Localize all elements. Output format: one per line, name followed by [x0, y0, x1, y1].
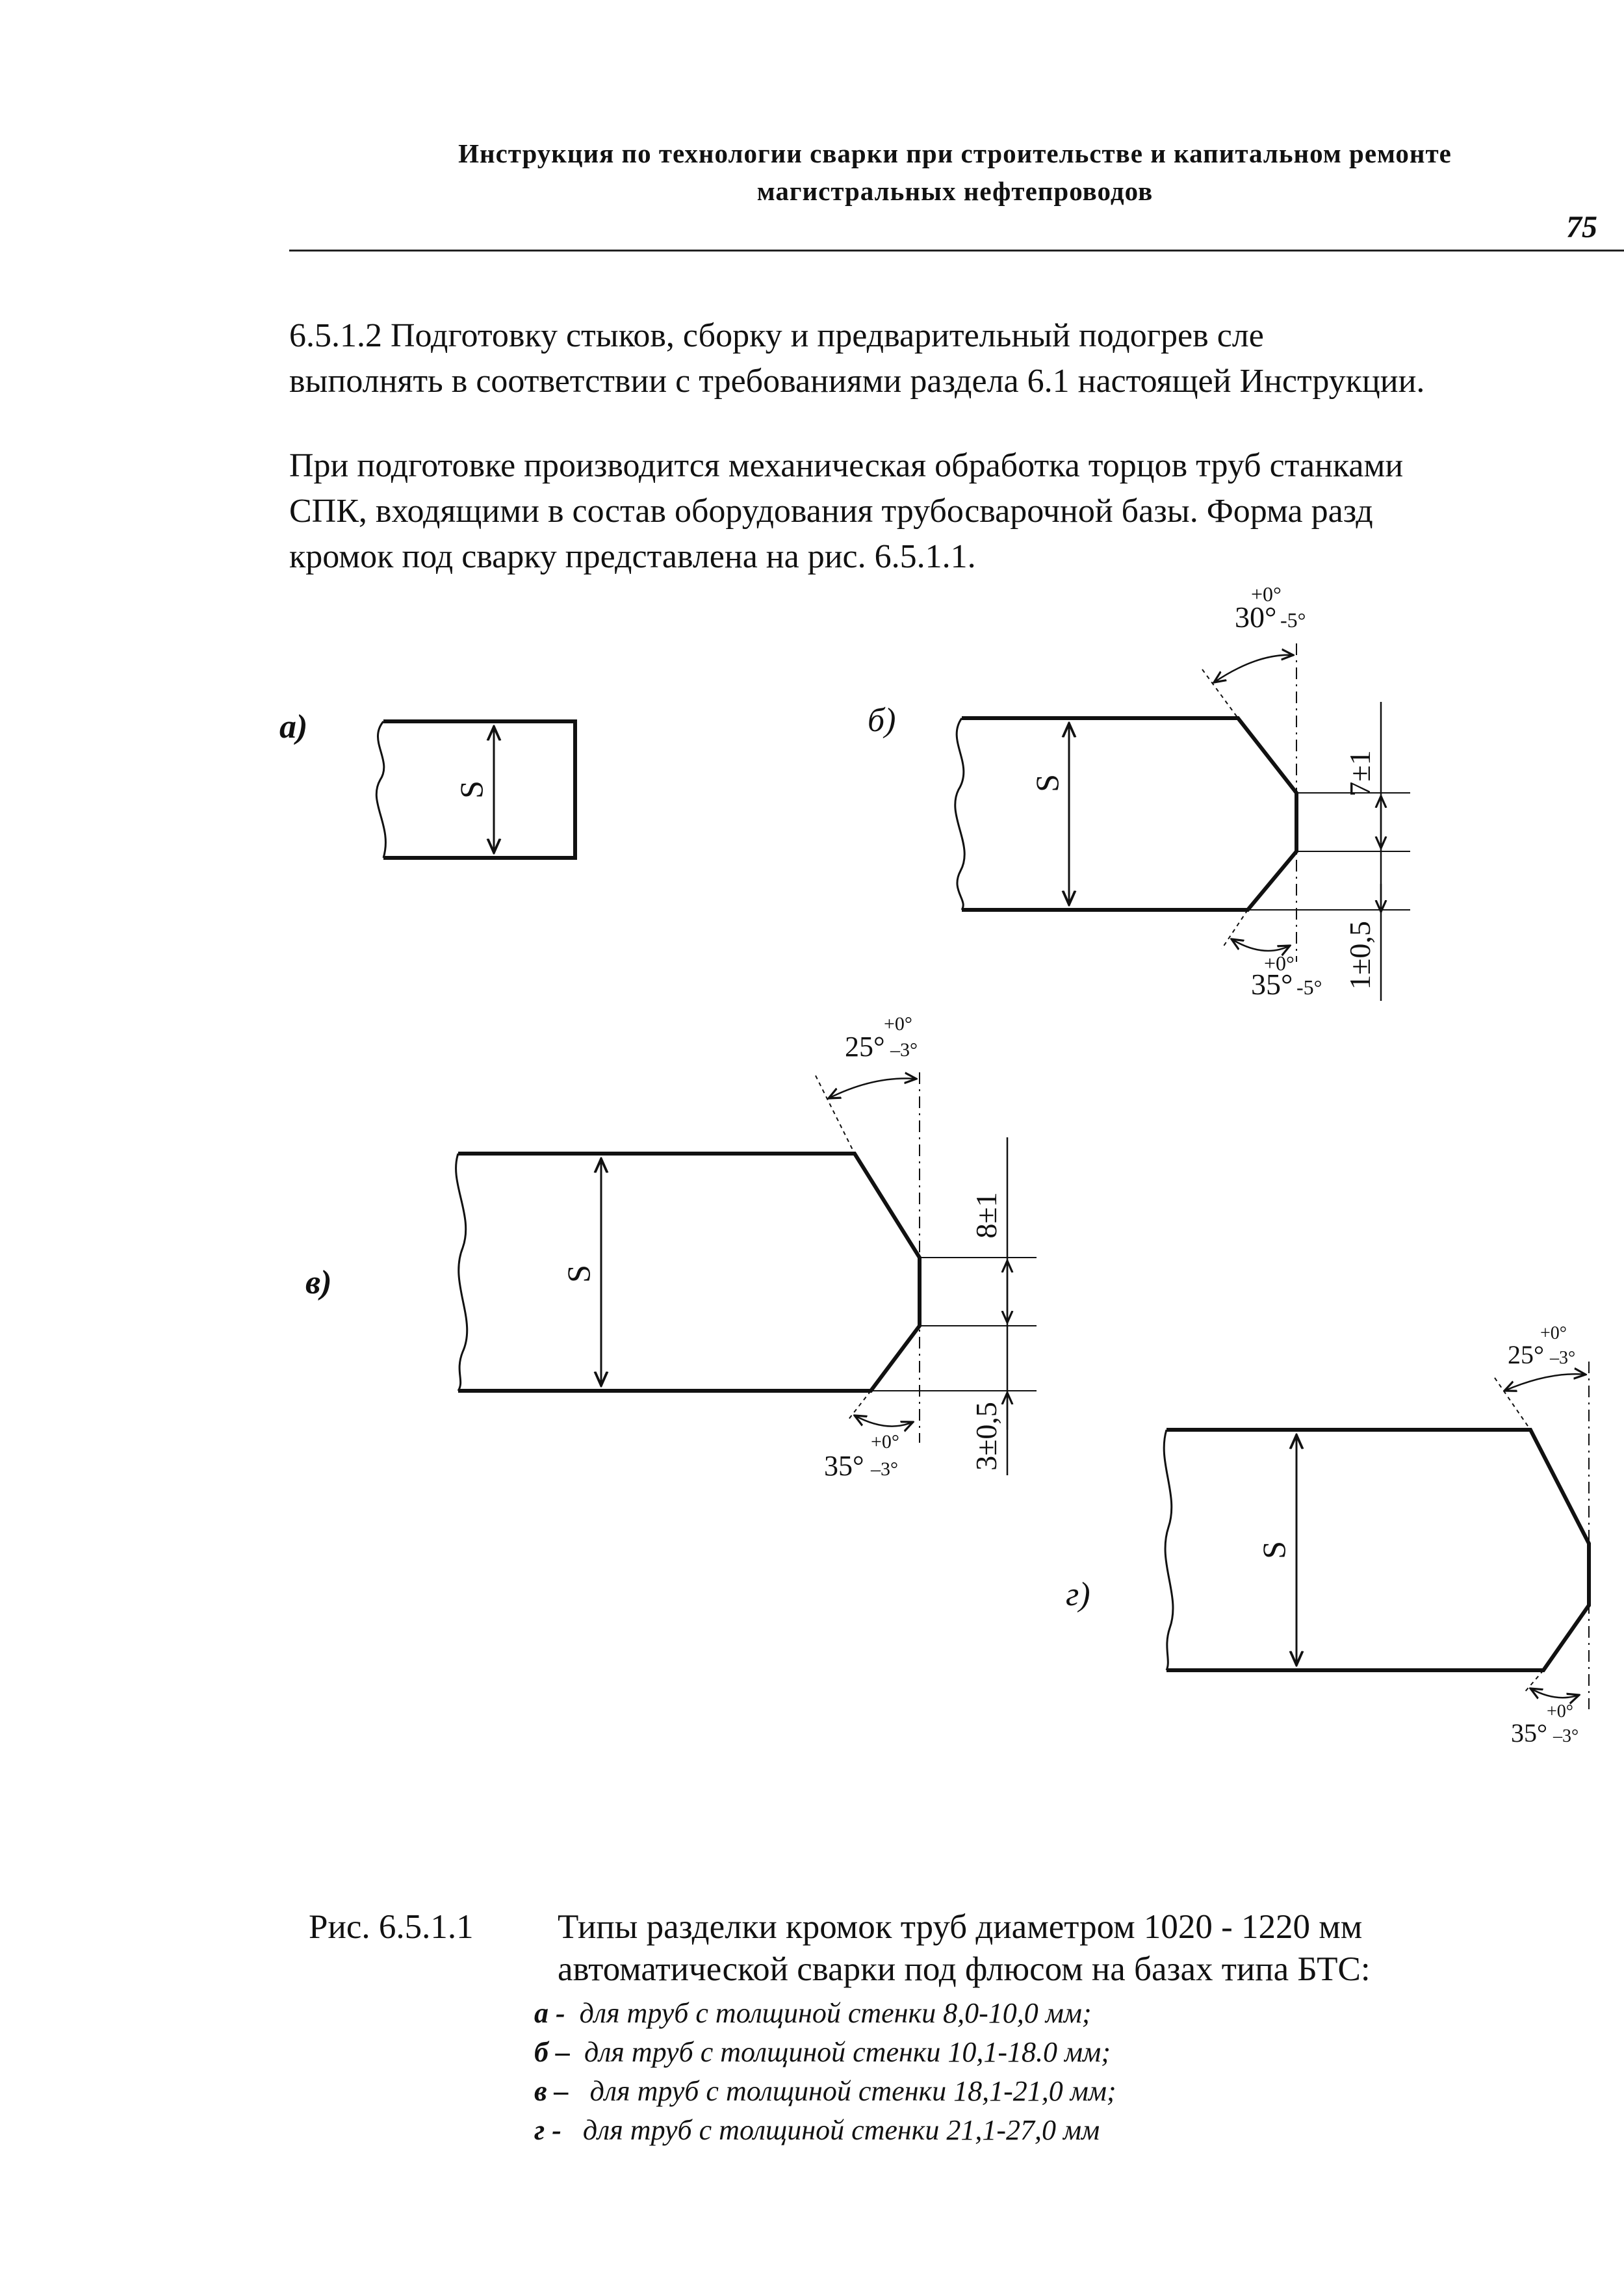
variant-g-top-angle-arc: [1504, 1374, 1586, 1391]
caption-line2: автоматической сварки под флюсом на базах типа БТС:: [558, 1950, 1371, 1988]
section-line2: выполнять в соответствии с требованиями раздела 6.1 настоящей Инструкции.: [289, 363, 1425, 400]
variant-a-thickness-label: S: [453, 781, 489, 799]
variant-b-dim2-label: 1±0,5: [1343, 921, 1376, 990]
variant-g-bottom-angle-arc: [1530, 1688, 1579, 1698]
variant-a: [279, 708, 575, 858]
caption-item-text: для труб с толщиной стенки 8,0-10,0 мм;: [579, 1997, 1092, 2029]
caption-item-text: для труб с толщиной стенки 10,1-18.0 мм;: [584, 2036, 1111, 2068]
variant-a-break: [376, 721, 385, 858]
variant-b-top-angle-ext: [1202, 669, 1238, 718]
caption-number: Рис. 6.5.1.1: [309, 1908, 474, 1946]
variant-b-bottom-tol-upper: +0°: [1264, 951, 1295, 975]
variant-b-label: б): [868, 702, 896, 739]
caption-item-text: для труб с толщиной стенки 18,1-21,0 мм;: [582, 2075, 1116, 2107]
caption-item: [534, 1996, 1092, 2030]
variant-v-bottom-angle: 35°: [824, 1450, 864, 1482]
caption-item: [534, 2074, 1116, 2108]
variant-v-top-angle-arc: [829, 1078, 916, 1098]
variant-b-dim1-label: 7±1: [1343, 750, 1376, 797]
variant-g-outline: [1166, 1430, 1589, 1670]
variant-g-top-tol-upper: +0°: [1540, 1323, 1567, 1343]
variant-v-outline: [458, 1154, 920, 1391]
page-number: 75: [1566, 210, 1597, 244]
variant-v-top-tol-upper: +0°: [884, 1013, 912, 1035]
paragraph-line3: кромок под сварку представлена на рис. 6.5.1.1.: [289, 538, 976, 575]
variant-b-top-tol-lower: -5°: [1280, 608, 1306, 632]
section-line1: 6.5.1.2 Подготовку стыков, сборку и предварительный подогрев сле: [289, 317, 1264, 354]
variant-b-bottom-angle-ext: [1222, 910, 1248, 949]
variant-g-thickness-label: S: [1256, 1541, 1292, 1559]
paragraph-line1: При подготовке производится механическая обработка торцов труб станками: [289, 447, 1404, 484]
variant-g: [1066, 1323, 1589, 1748]
caption-item-marker: а -: [534, 1997, 565, 2029]
caption-item-marker: в –: [534, 2075, 569, 2107]
variant-g-bottom-angle: 35°: [1511, 1718, 1547, 1748]
variant-b-top-angle-arc: [1214, 655, 1293, 682]
variant-b-break: [955, 718, 964, 910]
variant-g-top-tol-lower: –3°: [1550, 1348, 1576, 1368]
variant-b-bottom-tol-lower: -5°: [1296, 976, 1322, 999]
variant-g-bottom-tol-lower: –3°: [1553, 1726, 1579, 1746]
variant-v-top-angle-ext: [816, 1076, 855, 1154]
caption-item-marker: б –: [534, 2036, 570, 2068]
variant-v-bottom-angle-ext: [848, 1391, 871, 1420]
variant-b-top-angle: 30°: [1235, 601, 1277, 634]
variant-v-thickness-label: S: [560, 1265, 597, 1283]
variant-g-top-angle: 25°: [1508, 1340, 1544, 1369]
variant-v-top-tol-lower: –3°: [890, 1039, 918, 1061]
paragraph-line2: СПК, входящими в состав оборудования трубосварочной базы. Форма разд: [289, 493, 1373, 530]
variant-g-bottom-tol-upper: +0°: [1547, 1701, 1573, 1722]
caption-item: [534, 2113, 1100, 2147]
header-title-line2: магистральных нефтепроводов: [756, 176, 1154, 206]
variant-v-top-angle: 25°: [845, 1031, 885, 1063]
variant-b-outline: [962, 718, 1296, 910]
variant-v-bottom-tol-lower: –3°: [871, 1458, 898, 1480]
header-title-line1: Инструкция по технологии сварки при строительстве и капитальном ремонте: [458, 138, 1452, 168]
variant-b-bottom-angle-arc: [1231, 939, 1290, 951]
caption-item: [534, 2035, 1111, 2069]
variant-a-label: а): [279, 708, 308, 745]
variant-b-top-tol-upper: +0°: [1251, 582, 1282, 606]
variant-b-bottom-angle: 35°: [1251, 968, 1293, 1001]
caption-item-text: для труб с толщиной стенки 21,1-27,0 мм: [575, 2114, 1100, 2146]
variant-g-break: [1164, 1430, 1173, 1670]
variant-v-break: [456, 1154, 467, 1391]
variant-b-thickness-label: S: [1029, 774, 1065, 792]
caption-line1: Типы разделки кромок труб диаметром 1020 - 1220 мм: [558, 1908, 1363, 1946]
variant-v-dim1-label: 8±1: [970, 1192, 1003, 1239]
variant-v-bottom-tol-upper: +0°: [871, 1431, 899, 1453]
variant-v-bottom-angle-arc: [855, 1415, 913, 1427]
variant-v-label: в): [305, 1264, 332, 1301]
variant-v: [305, 1013, 1037, 1482]
variant-v-dim2-label: 3±0,5: [970, 1402, 1003, 1471]
variant-b: [868, 582, 1410, 1001]
variant-g-top-angle-ext: [1495, 1378, 1530, 1430]
variant-g-label: г): [1066, 1576, 1090, 1613]
caption-item-marker: г -: [534, 2114, 561, 2146]
